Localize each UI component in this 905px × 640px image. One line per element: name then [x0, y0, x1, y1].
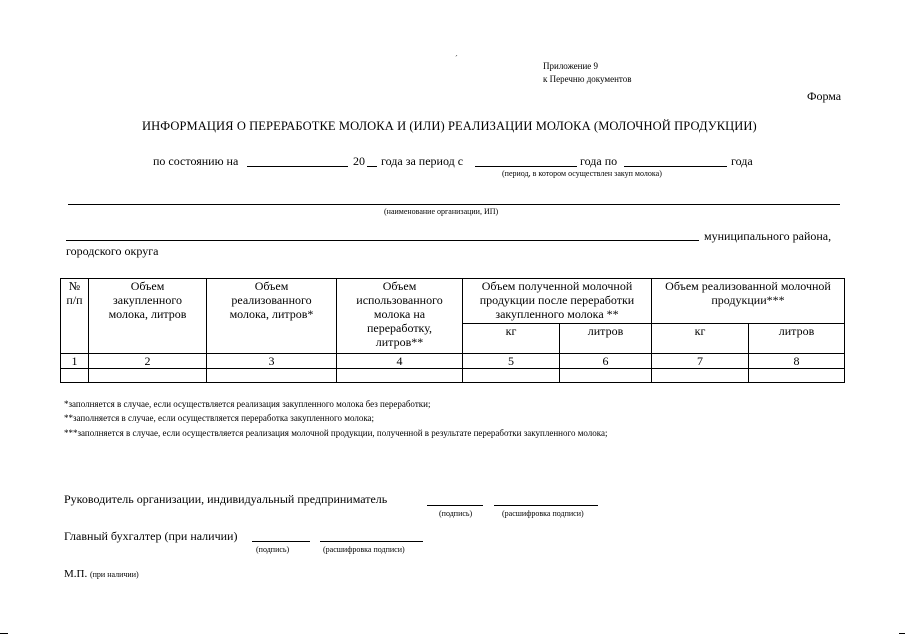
municipality-name-field[interactable]	[66, 240, 699, 241]
table-cell[interactable]	[749, 369, 845, 383]
accountant-decoding-note: (расшифровка подписи)	[323, 545, 405, 554]
subheader-kg-processed: кг	[463, 324, 560, 354]
column-number: 8	[749, 354, 845, 369]
period-note: (период, в котором осуществлен закуп молока)	[502, 169, 662, 178]
column-number: 1	[61, 354, 89, 369]
appendix-sub-label: к Перечню документов	[543, 74, 632, 84]
scan-edge-mark	[899, 633, 905, 634]
municipal-district-label: муниципального района,	[704, 229, 832, 243]
column-number: 5	[463, 354, 560, 369]
stray-mark: ˊ	[455, 54, 458, 63]
table-cell[interactable]	[560, 369, 652, 383]
year-digits-field[interactable]	[367, 166, 377, 167]
appendix-label: Приложение 9	[543, 61, 599, 71]
header-number: № п/п	[61, 279, 89, 354]
period-from-label: года за период с	[381, 154, 464, 168]
stamp-note: (при наличии)	[89, 570, 139, 579]
form-label: Форма	[807, 89, 842, 103]
footnote-2: **заполняется в случае, если осуществляется переработка закупленного молока;	[64, 413, 375, 423]
column-number: 4	[337, 354, 463, 369]
accountant-signature-field[interactable]	[252, 541, 310, 542]
column-number: 3	[207, 354, 337, 369]
period-from-field[interactable]	[475, 166, 577, 167]
year-prefix: 20	[353, 154, 365, 168]
period-until-label: года по	[580, 154, 618, 168]
table-cell[interactable]	[337, 369, 463, 383]
head-signature-label: Руководитель организации, индивидуальный предприниматель	[64, 492, 388, 506]
subheader-kg-sold: кг	[652, 324, 749, 354]
table-cell[interactable]	[61, 369, 89, 383]
header-purchased-volume: Объем закупленного молока, литров	[89, 279, 207, 354]
header-sold-products: Объем реализованной молочной продукции***	[652, 279, 845, 324]
accountant-signature-label: Главный бухгалтер (при наличии)	[64, 529, 238, 543]
period-until-field[interactable]	[624, 166, 727, 167]
footnote-1: *заполняется в случае, если осуществляется реализация закупленного молока без переработки;	[64, 399, 431, 409]
table-cell[interactable]	[463, 369, 560, 383]
column-number: 7	[652, 354, 749, 369]
year-end-label: года	[731, 154, 753, 168]
footnote-3: ***заполняется в случае, если осуществляется реализация молочной продукции, полученной в результате переработки закупленного молока;	[64, 428, 608, 438]
column-number-row	[61, 354, 845, 369]
table-cell[interactable]	[652, 369, 749, 383]
accountant-decoding-field[interactable]	[320, 541, 423, 542]
table-cell[interactable]	[89, 369, 207, 383]
header-products-after-processing: Объем полученной молочной продукции после переработки закупленного молока **	[463, 279, 652, 324]
head-signature-field[interactable]	[427, 505, 483, 506]
head-decoding-field[interactable]	[494, 505, 598, 506]
header-sold-volume: Объем реализованного молока, литров*	[207, 279, 337, 354]
head-signature-note: (подпись)	[439, 509, 473, 518]
column-number: 6	[560, 354, 652, 369]
document-title: ИНФОРМАЦИЯ О ПЕРЕРАБОТКЕ МОЛОКА И (ИЛИ) РЕАЛИЗАЦИИ МОЛОКА (МОЛОЧНОЙ ПРОДУКЦИИ)	[142, 119, 757, 133]
city-district-label: городского округа	[66, 244, 159, 258]
stamp-place	[64, 568, 139, 580]
accountant-signature-note: (подпись)	[256, 545, 290, 554]
table-cell[interactable]	[207, 369, 337, 383]
organization-name-field[interactable]	[68, 204, 840, 205]
as-of-label: по состоянию на	[153, 154, 239, 168]
organization-note: (наименование организации, ИП)	[384, 207, 499, 216]
head-decoding-note: (расшифровка подписи)	[502, 509, 584, 518]
data-table	[60, 278, 845, 383]
stamp-label: М.П.	[64, 568, 88, 580]
table-row	[61, 369, 845, 383]
subheader-liters-sold: литров	[749, 324, 845, 354]
header-processed-volume: Объем использованного молока на переработку, литров**	[337, 279, 463, 354]
as-of-date-field[interactable]	[247, 166, 348, 167]
scan-edge-mark	[0, 633, 8, 634]
subheader-liters-processed: литров	[560, 324, 652, 354]
column-number: 2	[89, 354, 207, 369]
